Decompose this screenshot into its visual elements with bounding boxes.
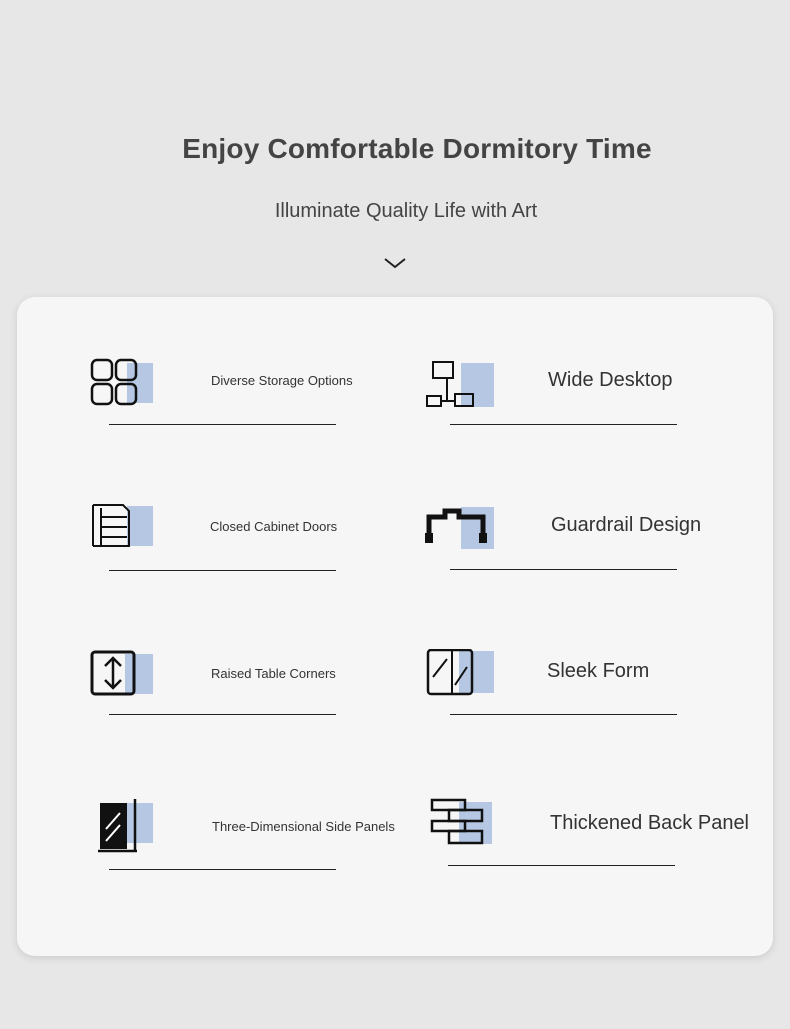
feature-diverse-storage: [89, 357, 449, 467]
feature-label: Sleek Form: [547, 660, 650, 682]
feature-label: Thickened Back Panel: [550, 812, 750, 834]
feature-wide-desktop: [425, 357, 785, 467]
divider: [109, 714, 336, 715]
chevron-down-icon[interactable]: [383, 256, 407, 270]
divider: [109, 570, 336, 571]
features-card: [17, 297, 773, 956]
page-subtitle: Illuminate Quality Life with Art: [274, 200, 538, 222]
guardrail-icon: [425, 503, 495, 563]
divider: [450, 714, 677, 715]
feature-sleek-form: [425, 649, 785, 759]
divider: [109, 424, 336, 425]
vertical-arrows-icon: [89, 649, 159, 709]
feature-label: Wide Desktop: [548, 369, 673, 391]
feature-guardrail-design: [425, 503, 785, 613]
grid-icon: [89, 357, 159, 417]
feature-label: Three-Dimensional Side Panels: [212, 819, 395, 834]
feature-closed-cabinet-doors: [89, 503, 449, 613]
back-panel-icon: [425, 797, 495, 857]
feature-label: Raised Table Corners: [211, 666, 336, 681]
divider: [109, 869, 336, 870]
desk-layout-icon: [425, 357, 495, 417]
divider: [448, 865, 675, 866]
header: [0, 0, 790, 290]
sleek-panel-icon: [425, 649, 495, 709]
divider: [450, 424, 677, 425]
feature-raised-table-corners: [89, 649, 449, 759]
cabinet-door-icon: [89, 503, 159, 563]
feature-label: Closed Cabinet Doors: [210, 519, 338, 534]
side-panel-icon: [89, 797, 159, 857]
feature-thickened-back-panel: [425, 797, 785, 907]
feature-label: Diverse Storage Options: [211, 373, 353, 388]
feature-label: Guardrail Design: [551, 514, 702, 536]
page-title: Enjoy Comfortable Dormitory Time: [182, 133, 652, 164]
feature-side-panels: [89, 797, 449, 907]
divider: [450, 569, 677, 570]
